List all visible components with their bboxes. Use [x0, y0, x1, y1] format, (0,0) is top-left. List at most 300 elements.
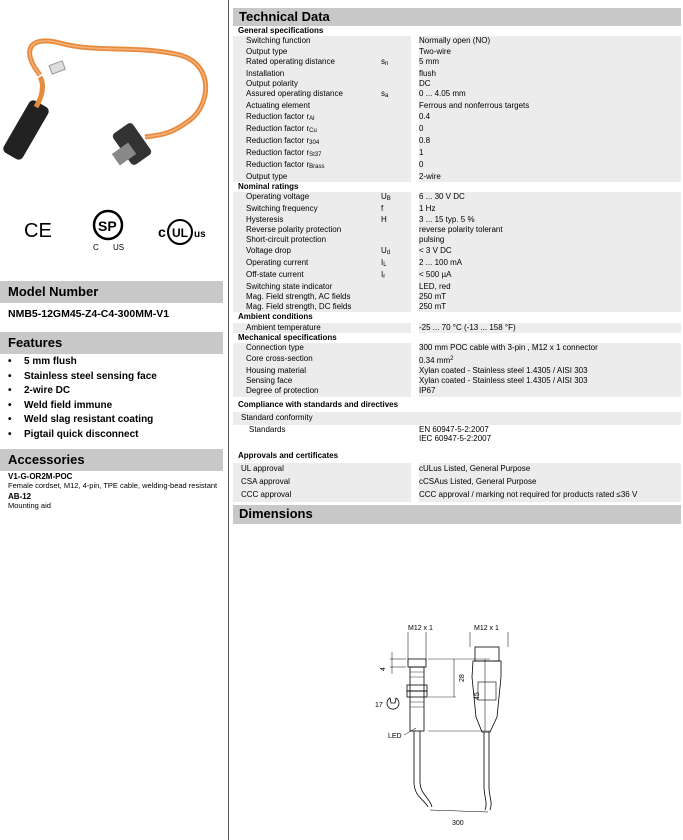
spec-symbol [381, 386, 411, 396]
feature-item: • 2-wire DC [8, 384, 157, 399]
spec-row [233, 192, 681, 204]
feature-item: • Weld slag resistant coating [8, 413, 157, 428]
spec-label [233, 386, 381, 396]
spec-row [233, 47, 681, 57]
spec-label [233, 192, 381, 204]
spec-symbol [381, 302, 411, 312]
spec-value [419, 302, 681, 312]
spec-value [419, 258, 681, 270]
spec-value-text: < 3 V DC [419, 245, 452, 255]
spec-row [233, 323, 681, 333]
spec-value [419, 47, 681, 57]
spec-label [233, 160, 381, 172]
spec-label-text: Switching state indicator [246, 281, 333, 291]
spec-label [233, 376, 381, 386]
spec-symbol [381, 101, 411, 111]
spec-value-text: 0.34 mm [419, 355, 451, 365]
spec-value [419, 282, 681, 292]
feature-item: • Pigtail quick disconnect [8, 428, 157, 443]
spec-value-text: -25 ... 70 °C (-13 ... 158 °F) [419, 322, 516, 332]
spec-value [419, 354, 681, 366]
spec-symbol [381, 79, 411, 89]
ul-logo [158, 220, 206, 244]
ul-us-label: us [194, 229, 206, 240]
spec-value-text: LED, red [419, 281, 451, 291]
ce-mark: CE [24, 220, 52, 242]
spec-symbol [381, 366, 411, 376]
spec-value-text: 300 mm POC cable with 3-pin , M12 x 1 connector [419, 343, 598, 353]
spec-label-text: Ambient temperature [246, 322, 321, 332]
spec-label-text: Reduction factor r [246, 111, 310, 121]
accessories-list [8, 472, 220, 512]
spec-symbol-text: U [381, 192, 387, 202]
approval-row [233, 463, 681, 476]
approval-row [233, 476, 681, 489]
spec-subscript: a [385, 93, 389, 100]
spec-label [233, 225, 381, 235]
accessory-name: V1-G-OR2M-POC [8, 472, 73, 481]
spec-group-title: Nominal ratings [238, 182, 299, 192]
product-sensor-body [1, 99, 50, 162]
spec-label-text: Core cross-section [246, 353, 313, 363]
spec-value [419, 112, 681, 124]
spec-value [419, 124, 681, 136]
spec-gap [411, 215, 419, 225]
spec-row [233, 343, 681, 353]
spec-value [419, 192, 681, 204]
spec-label-text: Output type [246, 171, 288, 181]
approval-row [233, 489, 681, 502]
spec-row [233, 302, 681, 312]
left-column [0, 0, 225, 840]
spec-label [233, 323, 381, 333]
spec-label [233, 148, 381, 160]
spec-symbol-text: H [381, 214, 387, 224]
spec-row [233, 101, 681, 111]
dim-cable-left [420, 731, 432, 807]
spec-row [233, 124, 681, 136]
spec-symbol [381, 47, 411, 57]
spec-subscript: St37 [309, 151, 322, 158]
spec-gap [411, 124, 419, 136]
spec-row [233, 204, 681, 214]
spec-value-text: 0 [419, 123, 424, 133]
spec-label-text: Degree of protection [246, 386, 319, 396]
spec-value [419, 148, 681, 160]
features-header: Features [0, 332, 223, 354]
spec-label [233, 269, 384, 282]
dim-sensor-body [410, 667, 424, 731]
spec-group-header [233, 26, 681, 36]
spec-value-text: 5 mm [419, 56, 439, 66]
spec-label [233, 124, 381, 136]
spec-label [233, 89, 381, 101]
spec-label-text: Reduction factor r [246, 159, 310, 169]
spec-label-text: Reduction factor r [246, 147, 310, 157]
spec-row [233, 112, 681, 124]
spec-gap [411, 101, 419, 111]
spec-row [233, 69, 681, 79]
spec-label-text: Reverse polarity protection [246, 224, 342, 234]
spec-label-text: Connection type [246, 343, 304, 353]
spec-gap [411, 282, 419, 292]
spec-symbol [381, 292, 411, 302]
spec-value-text: 2 ... 100 mA [419, 257, 463, 267]
technical-data-header: Technical Data [233, 8, 681, 26]
spec-value-text: 2-wire [419, 171, 441, 181]
spec-label-text: Output type [246, 46, 288, 56]
dim-sensor-face [408, 659, 426, 667]
spec-gap [411, 79, 419, 89]
spec-gap [411, 302, 419, 312]
spec-label [233, 246, 381, 258]
dim-300: 300 [452, 820, 464, 827]
spec-label-text: Housing material [246, 365, 307, 375]
spec-value [419, 89, 681, 101]
spec-subscript: Al [309, 115, 315, 122]
features-list [8, 355, 157, 443]
spec-symbol-text: f [381, 204, 384, 214]
spec-row [233, 225, 681, 235]
spec-label [233, 172, 381, 182]
spec-row [233, 386, 681, 396]
spec-subscript: Brass [309, 163, 325, 170]
spec-gap [411, 148, 419, 160]
spec-label [233, 366, 381, 376]
spec-subscript: L [383, 261, 387, 268]
spec-symbol [381, 112, 411, 124]
spec-row [233, 57, 681, 69]
spec-value-text: IP67 [419, 386, 436, 396]
model-number: NMB5-12GM45-Z4-C4-300MM-V1 [8, 308, 170, 320]
spec-symbol [381, 204, 411, 214]
csa-c-label: C [93, 243, 99, 252]
spec-group-title: Mechanical specifications [238, 333, 337, 343]
right-column [233, 8, 681, 524]
spec-value [419, 204, 681, 214]
spec-value-text: reverse polarity tolerant [419, 224, 503, 234]
dim-28: 28 [459, 674, 466, 682]
spec-value [419, 225, 681, 235]
spec-gap [411, 386, 419, 396]
spec-group-header [233, 312, 681, 322]
spec-label-text: Operating current [246, 257, 309, 267]
spec-value [419, 343, 681, 353]
feature-item: • Weld field immune [8, 399, 157, 414]
spec-gap [411, 246, 419, 258]
dim-45: 45 [474, 692, 481, 700]
spec-label [233, 57, 381, 69]
svg-text:SP: SP [98, 218, 117, 234]
spec-value [419, 101, 681, 111]
spec-label-text: Mag. Field strength, AC fields [246, 291, 351, 301]
spec-label [233, 79, 381, 89]
spec-group-header [233, 448, 681, 463]
spec-subscript: Cu [309, 127, 317, 134]
spec-value-text: < 500 µA [419, 269, 452, 279]
spec-subscript: 304 [309, 139, 320, 146]
spec-symbol [381, 258, 411, 270]
spec-gap [411, 323, 419, 333]
spec-group-header [233, 182, 681, 192]
ul-mark-label: UL [172, 226, 188, 240]
spec-value-text: pulsing [419, 235, 445, 245]
csa-us-label: US [113, 243, 125, 252]
spec-label-text: Installation [246, 68, 285, 78]
spec-label [233, 343, 381, 353]
spec-label [233, 302, 381, 312]
spec-value-text: 0.4 [419, 111, 431, 121]
spec-row [233, 79, 681, 89]
spec-gap [411, 112, 419, 124]
dim-thread-left: M12 x 1 [408, 625, 433, 632]
spec-gap [411, 36, 419, 46]
product-cable-tag [49, 61, 65, 74]
spec-value-text: DC [419, 79, 431, 89]
spec-value-text: 3 ... 15 typ. 5 % [419, 214, 475, 224]
spec-subscript: d [386, 249, 391, 256]
spec-label [233, 235, 381, 245]
spec-label-text: Hysteresis [246, 214, 284, 224]
spec-row [233, 89, 681, 101]
spec-symbol [381, 57, 411, 69]
spec-row [233, 292, 681, 302]
dimensions-drawing [370, 622, 530, 834]
accessories-header: Accessories [0, 449, 223, 471]
spec-symbol [381, 136, 411, 148]
spec-row [233, 425, 681, 443]
spec-value-text: 0.8 [419, 135, 431, 145]
spec-row [233, 172, 681, 182]
spec-value [419, 366, 681, 376]
spec-value [419, 386, 681, 396]
spec-label-text: Switching frequency [246, 204, 318, 214]
model-number-header: Model Number [0, 281, 223, 303]
dimensions-header: Dimensions [233, 505, 681, 524]
spec-value [419, 36, 681, 46]
spec-symbol [381, 148, 411, 160]
spec-symbol [381, 246, 411, 258]
spec-value-text: 1 Hz [419, 204, 436, 214]
spec-value-text: Normally open (NO) [419, 36, 491, 46]
spec-gap [411, 366, 419, 376]
spec-group-title: General specifications [238, 26, 324, 35]
spec-value [419, 270, 681, 282]
spec-gap [411, 292, 419, 302]
spec-label-text: Voltage drop [246, 245, 291, 255]
spec-gap [411, 69, 419, 79]
spec-value-text: 6 ... 30 V DC [419, 192, 465, 202]
spec-label-text: Rated operating distance [246, 56, 335, 66]
spec-value-text: Xylan coated - Stainless steel 1.4305 / AISI 303 [419, 365, 588, 375]
dim-4: 4 [380, 667, 387, 671]
dim-thread-right: M12 x 1 [474, 625, 499, 632]
product-sensor-lead [36, 77, 43, 107]
spec-value [419, 235, 681, 245]
spec-value-text: Two-wire [419, 46, 452, 56]
spec-label [233, 354, 381, 366]
dim-wrench-icon [387, 698, 399, 709]
spec-row [233, 412, 681, 425]
spec-label [233, 282, 381, 292]
spec-symbol [381, 36, 411, 46]
spec-label-text: Reduction factor r [246, 123, 310, 133]
feature-item: • Stainless steel sensing face [8, 370, 157, 385]
technical-data-table [233, 26, 681, 502]
spec-gap [411, 89, 419, 101]
spec-label-text: Assured operating distance [246, 89, 343, 99]
dim-cable-right [484, 732, 486, 810]
spec-row [233, 354, 681, 366]
spec-symbol-text: I [381, 257, 384, 267]
spec-symbol [381, 192, 411, 204]
spec-row [233, 376, 681, 386]
spec-row [233, 148, 681, 160]
spec-row [233, 282, 681, 292]
spec-symbol-text: I [381, 269, 384, 279]
spec-symbol-text: s [381, 89, 385, 99]
spec-symbol [381, 160, 411, 172]
spec-value [419, 376, 681, 386]
spec-label [233, 101, 381, 111]
standard-conformity-label: Standard conformity [233, 412, 681, 425]
approval-label: CSA approval [233, 476, 411, 489]
spec-symbol-text: s [381, 56, 385, 66]
spec-symbol [381, 215, 411, 225]
spec-symbol [381, 270, 411, 282]
spec-symbol [381, 124, 411, 136]
dim-led: LED [388, 733, 402, 740]
spec-value-text: Ferrous and nonferrous targets [419, 101, 530, 111]
spec-value [419, 57, 681, 69]
spec-row [233, 160, 681, 172]
product-photo [0, 25, 225, 190]
spec-value-text: 250 mT [419, 302, 447, 312]
accessory-description: Female cordset, M12, 4-pin, TPE cable, welding-bead resistant [8, 481, 218, 490]
spec-symbol [381, 282, 411, 292]
spec-superscript: 2 [450, 355, 454, 362]
spec-row [233, 366, 681, 376]
spec-subscript: B [386, 196, 391, 203]
spec-value [419, 323, 681, 333]
spec-symbol [381, 172, 411, 182]
spec-label [233, 215, 381, 225]
spec-label [233, 47, 381, 57]
spec-label-text: Reduction factor r [246, 135, 310, 145]
spec-gap [411, 270, 419, 282]
spec-label-text: Short-circuit protection [246, 235, 327, 245]
spec-label [233, 69, 381, 79]
accessory-name: AB-12 [8, 492, 32, 501]
spec-gap [411, 235, 419, 245]
spec-gap [411, 57, 419, 69]
spec-gap [411, 343, 419, 353]
spec-value [419, 160, 681, 172]
spec-value [419, 215, 681, 225]
spec-label [233, 112, 381, 124]
spec-gap [411, 204, 419, 214]
spec-label-text: Actuating element [246, 101, 311, 111]
product-cable-highlight [30, 41, 206, 137]
column-divider [228, 0, 229, 840]
spec-symbol [381, 354, 411, 366]
approval-label: UL approval [233, 463, 411, 476]
spec-value-text: Xylan coated - Stainless steel 1.4305 / AISI 303 [419, 375, 588, 385]
ul-c-label: c [158, 224, 166, 240]
spec-gap [411, 136, 419, 148]
spec-value [419, 246, 681, 258]
spec-label [233, 292, 381, 302]
approval-value: CCC approval / marking not required for products rated ≤36 V [419, 489, 681, 502]
spec-gap [411, 47, 419, 57]
spec-label-text: Sensing face [246, 375, 293, 385]
spec-row [233, 36, 681, 46]
approval-label: CCC approval [233, 489, 411, 502]
accessory-description: Mounting aid [8, 501, 51, 510]
spec-label-text: Operating voltage [246, 192, 310, 202]
spec-label-text: Off-state current [246, 269, 304, 279]
spec-gap [411, 172, 419, 182]
dim-line-300 [430, 810, 488, 812]
spec-row [233, 215, 681, 225]
certification-logos [0, 205, 225, 255]
spec-symbol [381, 69, 411, 79]
dim-cable-right [489, 732, 491, 810]
dim-cable-left [414, 731, 428, 807]
spec-label [233, 257, 384, 270]
feature-item: • 5 mm flush [8, 355, 157, 370]
standard-item: EN 60947-5-2:2007 [419, 424, 489, 434]
spec-group-header [233, 397, 681, 412]
spec-label-text: Output polarity [246, 79, 299, 89]
spec-value-text: 0 ... 4.05 mm [419, 89, 466, 99]
spec-symbol [381, 235, 411, 245]
standards-label: Standards [249, 424, 286, 434]
spec-group-title: Ambient conditions [238, 312, 313, 322]
csa-logo [93, 211, 124, 252]
spec-gap [411, 192, 419, 204]
spec-gap [411, 160, 419, 172]
spec-value-text: 1 [419, 147, 424, 157]
spec-group-header [233, 333, 681, 343]
spec-value-text: flush [419, 68, 436, 78]
spec-label [233, 136, 381, 148]
spec-value [419, 79, 681, 89]
spec-row [233, 270, 681, 282]
standards-value [419, 425, 681, 443]
dim-17: 17 [375, 702, 383, 709]
spec-symbol [381, 323, 411, 333]
spec-symbol [381, 376, 411, 386]
spec-label [233, 204, 384, 214]
spec-label [233, 36, 381, 46]
spec-value [419, 136, 681, 148]
spec-value-text: 250 mT [419, 291, 447, 301]
spec-row [233, 246, 681, 258]
approval-value: cCSAus Listed, General Purpose [419, 476, 681, 489]
spec-symbol [381, 343, 411, 353]
spec-symbol [381, 225, 411, 235]
spec-gap [411, 354, 419, 366]
spec-subscript: n [385, 60, 389, 67]
spec-symbol [381, 89, 411, 101]
spec-label-text: Switching function [246, 36, 311, 46]
spec-subscript: r [383, 273, 386, 280]
spec-value [419, 172, 681, 182]
spec-row [233, 136, 681, 148]
spec-value [419, 69, 681, 79]
spec-row [233, 258, 681, 270]
